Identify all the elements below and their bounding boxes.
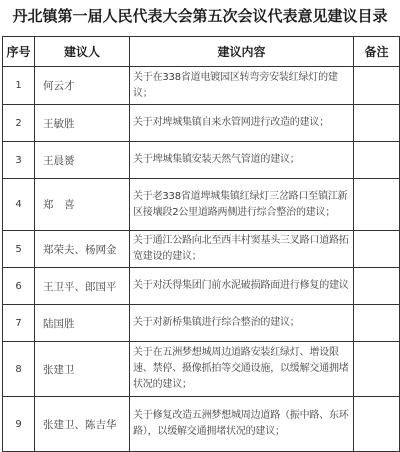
table-row <box>3 342 400 397</box>
row-content: 关于埤城集镇安装天然气管道的建议； <box>130 142 354 179</box>
row-proposer: 何云才 <box>35 67 130 105</box>
row-proposer: 郑 喜 <box>35 179 130 231</box>
row-remark <box>354 179 400 231</box>
row-no: 6 <box>3 268 35 305</box>
row-proposer: 王晨赟 <box>35 142 130 179</box>
row-content: 关于对埤城集镇自来水管网进行改造的建议； <box>130 105 354 142</box>
row-no: 7 <box>3 305 35 342</box>
row-content: 关于修复改造五洲梦想城周边道路（振中路、东环路），以缓解交通拥堵状况的建议； <box>130 397 354 452</box>
row-no: 9 <box>3 397 35 452</box>
row-proposer: 张建卫、陈吉华 <box>35 397 130 452</box>
row-content: 关于对沃得集团门前水泥破损路面进行修复的建议 <box>130 268 354 305</box>
row-remark <box>354 268 400 305</box>
row-proposer: 陆国胜 <box>35 305 130 342</box>
row-proposer: 张建卫 <box>35 342 130 397</box>
row-remark <box>354 342 400 397</box>
table-row <box>3 397 400 452</box>
row-content: 关于通江公路向北至西丰村窦基头三叉路口道路拓宽建设的建议； <box>130 231 354 268</box>
table-row <box>3 231 400 268</box>
row-proposer: 郑荣夫、杨网金 <box>35 231 130 268</box>
header-content: 建议内容 <box>130 37 354 67</box>
row-remark <box>354 67 400 105</box>
table-row <box>3 305 400 342</box>
row-no: 3 <box>3 142 35 179</box>
row-remark <box>354 397 400 452</box>
row-content: 关于在338省道电镀园区转弯旁安装红绿灯的建议； <box>130 67 354 105</box>
row-no: 2 <box>3 105 35 142</box>
proposal-table <box>2 36 400 452</box>
document-title: 丹北镇第一届人民代表大会第五次会议代表意见建议目录 <box>12 7 388 25</box>
table-row <box>3 67 400 105</box>
row-remark <box>354 305 400 342</box>
row-remark <box>354 142 400 179</box>
header-remark: 备注 <box>354 37 400 67</box>
table-row <box>3 179 400 231</box>
header-proposer: 建议人 <box>35 37 130 67</box>
row-proposer: 王敏胜 <box>35 105 130 142</box>
table-row <box>3 268 400 305</box>
row-no: 8 <box>3 342 35 397</box>
row-remark <box>354 105 400 142</box>
row-content: 关于对新桥集镇进行综合整治的建议； <box>130 305 354 342</box>
table-header-row <box>3 37 400 67</box>
row-remark <box>354 231 400 268</box>
row-no: 4 <box>3 179 35 231</box>
table-row <box>3 142 400 179</box>
row-no: 5 <box>3 231 35 268</box>
row-content: 关于在五洲梦想城周边道路安装红绿灯、增设限速、禁停、摄像抓拍等交通设施，以缓解交通拥堵状况的建议； <box>130 342 354 397</box>
table-row <box>3 105 400 142</box>
header-no: 序号 <box>3 37 35 67</box>
row-proposer: 王卫平、郎国平 <box>35 268 130 305</box>
row-no: 1 <box>3 67 35 105</box>
row-content: 关于老338省道埤城集镇红绿灯三岔路口至镇江新区接壤段2公里道路两侧进行综合整治的建议； <box>130 179 354 231</box>
